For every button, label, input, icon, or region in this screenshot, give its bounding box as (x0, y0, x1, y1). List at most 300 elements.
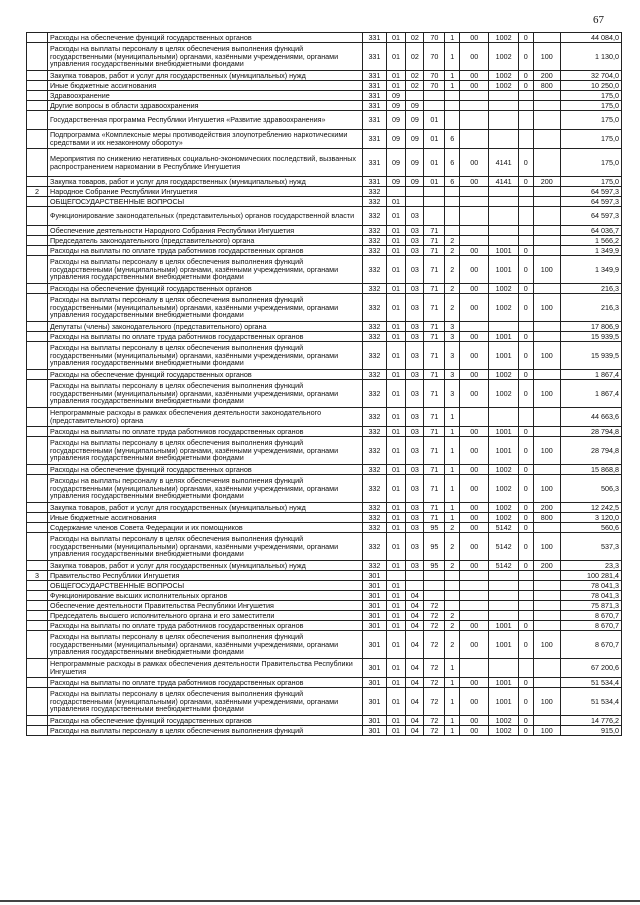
expense-name-cell: Расходы на выплаты персоналу в целях обеспечения выполнения функций государственными (муниципальными) органами, казёнными учреждениями, органами управления государственными внебюджетными фондами (48, 43, 363, 71)
expense-name-cell: Иные бюджетные ассигнования (48, 513, 363, 523)
subprogram-code-cell: 2 (445, 236, 460, 246)
event-code-cell: 00 (460, 513, 489, 523)
program-code-cell: 95 (424, 523, 445, 533)
expense-type-code-cell (533, 591, 560, 601)
extra-code-cell: 0 (518, 284, 533, 294)
row-number-cell (27, 688, 48, 716)
event-code-cell: 00 (460, 284, 489, 294)
ministry-code-cell: 301 (363, 571, 386, 581)
event-code-cell: 00 (460, 621, 489, 631)
amount-cell: 64 036,7 (560, 226, 621, 236)
extra-code-cell: 0 (518, 43, 533, 71)
direction-code-cell: 1001 (489, 332, 518, 342)
ministry-code-cell: 331 (363, 71, 386, 81)
expense-type-code-cell: 100 (533, 475, 560, 503)
subsection-code-cell: 03 (406, 427, 424, 437)
ministry-code-cell: 332 (363, 533, 386, 561)
expense-type-code-cell (533, 149, 560, 177)
direction-code-cell: 1001 (489, 688, 518, 716)
row-number-cell (27, 256, 48, 284)
ministry-code-cell: 332 (363, 342, 386, 370)
expense-name-cell: Расходы на выплаты персоналу в целях обеспечения выполнения функций государственными (муниципальными) органами, казёнными учреждениями, органами управления государственными внебюджетными фондами (48, 342, 363, 370)
direction-code-cell: 1002 (489, 81, 518, 91)
expense-name-cell: Правительство Республики Ингушетия (48, 571, 363, 581)
subprogram-code-cell: 2 (445, 256, 460, 284)
subprogram-code-cell: 2 (445, 561, 460, 571)
row-number-cell (27, 236, 48, 246)
subsection-code-cell: 03 (406, 322, 424, 332)
direction-code-cell: 1002 (489, 71, 518, 81)
subsection-code-cell: 09 (406, 130, 424, 149)
subsection-code-cell (406, 91, 424, 101)
table-row (27, 207, 622, 226)
subprogram-code-cell: 6 (445, 177, 460, 187)
ministry-code-cell: 301 (363, 621, 386, 631)
amount-cell: 32 704,0 (560, 71, 621, 81)
direction-code-cell (489, 130, 518, 149)
program-code-cell (424, 187, 445, 197)
direction-code-cell (489, 197, 518, 207)
program-code-cell: 71 (424, 408, 445, 427)
amount-cell: 64 597,3 (560, 187, 621, 197)
program-code-cell: 72 (424, 631, 445, 659)
event-code-cell: 00 (460, 427, 489, 437)
expense-name-cell: Подпрограмма «Комплексные меры противодействия злоупотреблению наркотическими средствами и их незаконному обороту» (48, 130, 363, 149)
ministry-code-cell: 331 (363, 91, 386, 101)
table-row (27, 342, 622, 370)
expense-type-code-cell (533, 523, 560, 533)
subsection-code-cell: 03 (406, 236, 424, 246)
ministry-code-cell: 301 (363, 611, 386, 621)
subsection-code-cell: 04 (406, 591, 424, 601)
expense-name-cell: Расходы на обеспечение функций государственных органов (48, 33, 363, 43)
section-code-cell: 09 (386, 149, 406, 177)
event-code-cell: 00 (460, 177, 489, 187)
section-code-cell: 01 (386, 43, 406, 71)
ministry-code-cell: 332 (363, 523, 386, 533)
event-code-cell: 00 (460, 631, 489, 659)
page-number: 67 (593, 14, 604, 26)
amount-cell: 8 670,7 (560, 621, 621, 631)
amount-cell: 8 670,7 (560, 631, 621, 659)
extra-code-cell: 0 (518, 33, 533, 43)
expense-name-cell: Расходы на выплаты персоналу в целях обеспечения выполнения функций государственными (муниципальными) органами, казёнными учреждениями, органами управления государственными внебюджетными фондами (48, 380, 363, 408)
section-code-cell: 01 (386, 197, 406, 207)
ministry-code-cell: 301 (363, 601, 386, 611)
amount-cell: 216,3 (560, 284, 621, 294)
extra-code-cell: 0 (518, 380, 533, 408)
program-code-cell: 71 (424, 380, 445, 408)
section-code-cell: 01 (386, 475, 406, 503)
subsection-code-cell: 02 (406, 33, 424, 43)
expense-type-code-cell (533, 716, 560, 726)
extra-code-cell (518, 322, 533, 332)
program-code-cell (424, 91, 445, 101)
table-row (27, 256, 622, 284)
subprogram-code-cell (445, 197, 460, 207)
event-code-cell: 00 (460, 726, 489, 736)
subprogram-code-cell: 2 (445, 523, 460, 533)
event-code-cell: 00 (460, 149, 489, 177)
expense-type-code-cell: 200 (533, 177, 560, 187)
row-number-cell (27, 91, 48, 101)
extra-code-cell: 0 (518, 256, 533, 284)
extra-code-cell: 0 (518, 716, 533, 726)
program-code-cell: 71 (424, 284, 445, 294)
expense-type-code-cell: 100 (533, 380, 560, 408)
expense-type-code-cell: 200 (533, 71, 560, 81)
section-code-cell (386, 187, 406, 197)
subprogram-code-cell: 1 (445, 33, 460, 43)
ministry-code-cell: 331 (363, 177, 386, 187)
expense-name-cell: Закупка товаров, работ и услуг для государственных (муниципальных) нужд (48, 561, 363, 571)
section-code-cell: 01 (386, 284, 406, 294)
table-row (27, 503, 622, 513)
subsection-code-cell: 03 (406, 380, 424, 408)
expense-type-code-cell: 100 (533, 294, 560, 322)
subprogram-code-cell (445, 101, 460, 111)
expense-type-code-cell (533, 111, 560, 130)
ministry-code-cell: 332 (363, 294, 386, 322)
table-row (27, 380, 622, 408)
section-code-cell: 01 (386, 621, 406, 631)
table-row (27, 475, 622, 503)
subsection-code-cell: 03 (406, 437, 424, 465)
subsection-code-cell: 09 (406, 177, 424, 187)
direction-code-cell (489, 591, 518, 601)
amount-cell: 175,0 (560, 177, 621, 187)
table-row (27, 149, 622, 177)
section-code-cell: 01 (386, 370, 406, 380)
event-code-cell: 00 (460, 523, 489, 533)
expense-name-cell: Закупка товаров, работ и услуг для государственных (муниципальных) нужд (48, 71, 363, 81)
amount-cell: 14 776,2 (560, 716, 621, 726)
table-row (27, 111, 622, 130)
expense-type-code-cell: 100 (533, 533, 560, 561)
event-code-cell (460, 226, 489, 236)
subsection-code-cell: 04 (406, 726, 424, 736)
table-row (27, 91, 622, 101)
table-row (27, 716, 622, 726)
program-code-cell: 72 (424, 621, 445, 631)
ministry-code-cell: 332 (363, 226, 386, 236)
section-code-cell: 01 (386, 533, 406, 561)
extra-code-cell: 0 (518, 342, 533, 370)
extra-code-cell: 0 (518, 631, 533, 659)
program-code-cell (424, 571, 445, 581)
table-row (27, 427, 622, 437)
row-number-cell (27, 631, 48, 659)
row-number-cell (27, 513, 48, 523)
subprogram-code-cell: 1 (445, 408, 460, 427)
row-number-cell (27, 503, 48, 513)
section-code-cell: 01 (386, 688, 406, 716)
event-code-cell (460, 91, 489, 101)
program-code-cell (424, 101, 445, 111)
expense-name-cell: Депутаты (члены) законодательного (представительного) органа (48, 322, 363, 332)
amount-cell: 216,3 (560, 294, 621, 322)
direction-code-cell: 1002 (489, 465, 518, 475)
program-code-cell: 95 (424, 561, 445, 571)
row-number-cell: 2 (27, 187, 48, 197)
row-number-cell (27, 342, 48, 370)
subprogram-code-cell (445, 591, 460, 601)
row-number-cell (27, 726, 48, 736)
program-code-cell: 71 (424, 246, 445, 256)
expense-name-cell: Расходы на выплаты персоналу в целях обеспечения выполнения функций государственными (муниципальными) органами, казёнными учреждениями, органами управления государственными внебюджетными фондами (48, 256, 363, 284)
expense-name-cell: Расходы на выплаты по оплате труда работников государственных органов (48, 621, 363, 631)
section-code-cell: 01 (386, 631, 406, 659)
row-number-cell (27, 177, 48, 187)
event-code-cell (460, 187, 489, 197)
row-number-cell (27, 101, 48, 111)
amount-cell: 75 871,3 (560, 601, 621, 611)
program-code-cell: 01 (424, 111, 445, 130)
subprogram-code-cell: 3 (445, 322, 460, 332)
direction-code-cell: 1001 (489, 621, 518, 631)
row-number-cell (27, 716, 48, 726)
section-code-cell: 01 (386, 678, 406, 688)
direction-code-cell (489, 601, 518, 611)
section-code-cell: 01 (386, 256, 406, 284)
amount-cell: 1 349,9 (560, 246, 621, 256)
extra-code-cell: 0 (518, 561, 533, 571)
event-code-cell: 00 (460, 503, 489, 513)
row-number-cell (27, 659, 48, 678)
amount-cell: 175,0 (560, 111, 621, 130)
expense-type-code-cell (533, 187, 560, 197)
section-code-cell: 01 (386, 659, 406, 678)
row-number-cell (27, 475, 48, 503)
event-code-cell: 00 (460, 678, 489, 688)
section-code-cell: 01 (386, 207, 406, 226)
event-code-cell: 00 (460, 380, 489, 408)
extra-code-cell: 0 (518, 465, 533, 475)
ministry-code-cell: 332 (363, 437, 386, 465)
row-number-cell (27, 43, 48, 71)
subsection-code-cell: 03 (406, 284, 424, 294)
expense-name-cell: Расходы на обеспечение функций государственных органов (48, 716, 363, 726)
amount-cell: 1 130,0 (560, 43, 621, 71)
row-number-cell (27, 533, 48, 561)
event-code-cell: 00 (460, 81, 489, 91)
ministry-code-cell: 332 (363, 513, 386, 523)
subsection-code-cell (406, 187, 424, 197)
section-code-cell: 01 (386, 380, 406, 408)
event-code-cell: 00 (460, 688, 489, 716)
row-number-cell (27, 427, 48, 437)
expense-type-code-cell: 100 (533, 726, 560, 736)
event-code-cell (460, 207, 489, 226)
table-row (27, 437, 622, 465)
event-code-cell (460, 659, 489, 678)
expense-name-cell: Функционирование законодательных (представительных) органов государственной власти (48, 207, 363, 226)
section-code-cell: 01 (386, 437, 406, 465)
amount-cell: 506,3 (560, 475, 621, 503)
expense-name-cell: Расходы на выплаты персоналу в целях обеспечения выполнения функций государственными (муниципальными) органами, казёнными учреждениями, органами управления государственными внебюджетными фондами (48, 475, 363, 503)
ministry-code-cell: 301 (363, 591, 386, 601)
subprogram-code-cell (445, 207, 460, 226)
row-number-cell (27, 611, 48, 621)
subsection-code-cell: 03 (406, 370, 424, 380)
table-row (27, 101, 622, 111)
row-number-cell (27, 601, 48, 611)
direction-code-cell (489, 236, 518, 246)
expense-name-cell: Расходы на выплаты по оплате труда работников государственных органов (48, 678, 363, 688)
program-code-cell: 72 (424, 601, 445, 611)
expense-type-code-cell (533, 226, 560, 236)
expense-type-code-cell (533, 601, 560, 611)
row-number-cell (27, 561, 48, 571)
section-code-cell: 09 (386, 101, 406, 111)
extra-code-cell: 0 (518, 533, 533, 561)
subprogram-code-cell (445, 581, 460, 591)
row-number-cell (27, 81, 48, 91)
ministry-code-cell: 332 (363, 197, 386, 207)
section-code-cell: 09 (386, 91, 406, 101)
row-number-cell (27, 226, 48, 236)
amount-cell: 537,3 (560, 533, 621, 561)
direction-code-cell (489, 611, 518, 621)
section-code-cell: 09 (386, 177, 406, 187)
row-number-cell (27, 71, 48, 81)
expense-name-cell: Народное Собрание Республики Ингушетия (48, 187, 363, 197)
row-number-cell (27, 332, 48, 342)
event-code-cell (460, 581, 489, 591)
extra-code-cell: 0 (518, 246, 533, 256)
program-code-cell: 71 (424, 226, 445, 236)
ministry-code-cell: 332 (363, 187, 386, 197)
amount-cell: 67 200,6 (560, 659, 621, 678)
expense-name-cell: Председатель законодательного (представительного) органа (48, 236, 363, 246)
amount-cell: 23,3 (560, 561, 621, 571)
table-row (27, 332, 622, 342)
ministry-code-cell: 332 (363, 408, 386, 427)
extra-code-cell: 0 (518, 427, 533, 437)
event-code-cell: 00 (460, 294, 489, 322)
expense-type-code-cell (533, 101, 560, 111)
expense-type-code-cell: 200 (533, 561, 560, 571)
event-code-cell: 00 (460, 43, 489, 71)
amount-cell: 78 041,3 (560, 591, 621, 601)
subprogram-code-cell (445, 226, 460, 236)
direction-code-cell (489, 571, 518, 581)
table-row (27, 71, 622, 81)
program-code-cell (424, 207, 445, 226)
ministry-code-cell: 331 (363, 101, 386, 111)
ministry-code-cell: 331 (363, 33, 386, 43)
direction-code-cell (489, 101, 518, 111)
expense-name-cell: Расходы на выплаты по оплате труда работников государственных органов (48, 246, 363, 256)
section-code-cell: 01 (386, 71, 406, 81)
subsection-code-cell: 03 (406, 246, 424, 256)
expense-type-code-cell (533, 130, 560, 149)
direction-code-cell: 1002 (489, 33, 518, 43)
ministry-code-cell: 332 (363, 561, 386, 571)
ministry-code-cell: 301 (363, 631, 386, 659)
subprogram-code-cell: 1 (445, 726, 460, 736)
expense-type-code-cell (533, 33, 560, 43)
subprogram-code-cell: 1 (445, 43, 460, 71)
event-code-cell: 00 (460, 256, 489, 284)
extra-code-cell (518, 581, 533, 591)
section-code-cell: 01 (386, 513, 406, 523)
program-code-cell: 72 (424, 726, 445, 736)
row-number-cell (27, 246, 48, 256)
subprogram-code-cell: 3 (445, 380, 460, 408)
ministry-code-cell: 332 (363, 284, 386, 294)
expense-name-cell: Другие вопросы в области здравоохранения (48, 101, 363, 111)
table-row (27, 688, 622, 716)
expense-name-cell: Обеспечение деятельности Правительства Республики Ингушетия (48, 601, 363, 611)
expense-type-code-cell: 100 (533, 631, 560, 659)
expense-name-cell: Функционирование высших исполнительных органов (48, 591, 363, 601)
table-row (27, 611, 622, 621)
direction-code-cell: 1001 (489, 256, 518, 284)
amount-cell: 175,0 (560, 101, 621, 111)
row-number-cell (27, 408, 48, 427)
event-code-cell: 00 (460, 437, 489, 465)
amount-cell: 560,6 (560, 523, 621, 533)
event-code-cell: 00 (460, 332, 489, 342)
subsection-code-cell: 03 (406, 475, 424, 503)
direction-code-cell: 5142 (489, 561, 518, 571)
table-row (27, 130, 622, 149)
expense-name-cell: Расходы на выплаты по оплате труда работников государственных органов (48, 332, 363, 342)
expense-type-code-cell (533, 571, 560, 581)
section-code-cell: 01 (386, 503, 406, 513)
event-code-cell (460, 601, 489, 611)
direction-code-cell: 1001 (489, 246, 518, 256)
table-row (27, 581, 622, 591)
event-code-cell (460, 101, 489, 111)
subsection-code-cell: 09 (406, 149, 424, 177)
section-code-cell: 01 (386, 465, 406, 475)
amount-cell: 44 663,6 (560, 408, 621, 427)
program-code-cell: 71 (424, 503, 445, 513)
section-code-cell: 01 (386, 601, 406, 611)
subprogram-code-cell: 2 (445, 631, 460, 659)
table-row (27, 177, 622, 187)
event-code-cell: 00 (460, 71, 489, 81)
subsection-code-cell: 04 (406, 611, 424, 621)
amount-cell: 10 250,0 (560, 81, 621, 91)
amount-cell: 100 281,4 (560, 571, 621, 581)
table-row (27, 81, 622, 91)
subprogram-code-cell: 1 (445, 81, 460, 91)
event-code-cell (460, 611, 489, 621)
program-code-cell: 71 (424, 427, 445, 437)
expense-name-cell: Мероприятия по снижению негативных социально-экономических последствий, вызванных распространением наркомании в Республике Ингушетия (48, 149, 363, 177)
expense-type-code-cell (533, 332, 560, 342)
program-code-cell: 72 (424, 611, 445, 621)
expense-type-code-cell (533, 197, 560, 207)
event-code-cell: 00 (460, 465, 489, 475)
direction-code-cell (489, 187, 518, 197)
row-number-cell (27, 284, 48, 294)
expense-name-cell: Здравоохранение (48, 91, 363, 101)
subsection-code-cell: 03 (406, 408, 424, 427)
extra-code-cell (518, 207, 533, 226)
subsection-code-cell: 09 (406, 101, 424, 111)
ministry-code-cell: 301 (363, 678, 386, 688)
subprogram-code-cell (445, 571, 460, 581)
amount-cell: 15 939,5 (560, 332, 621, 342)
budget-table-body (27, 33, 622, 736)
direction-code-cell (489, 581, 518, 591)
table-row (27, 236, 622, 246)
expense-name-cell: Непрограммные расходы в рамках обеспечения деятельности Правительства Республики Ингушетия (48, 659, 363, 678)
